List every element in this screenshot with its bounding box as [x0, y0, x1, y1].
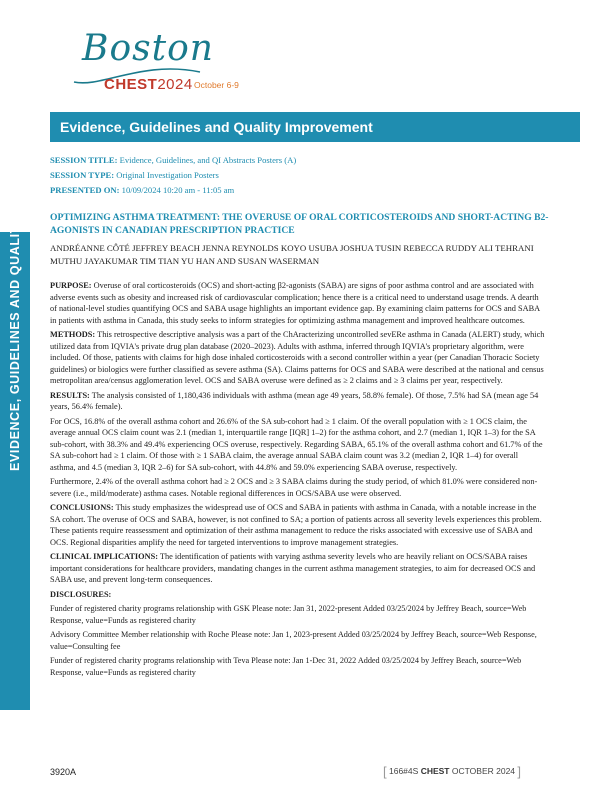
- results-label: RESULTS:: [50, 390, 90, 400]
- session-type-value: Original Investigation Posters: [116, 170, 219, 180]
- journal-volume: 166#4S: [389, 766, 419, 776]
- results-paragraph: [50, 390, 545, 413]
- disclosure-item: Advisory Committee Member relationship with Roche Please note: Jan 1, 2023-present Added 03/25/2024 by Jeffrey Beach, source=Web Response, value=Consulting fee: [50, 630, 537, 651]
- article-title: OPTIMIZING ASTHMA TREATMENT: THE OVERUSE OF ORAL CORTICOSTEROIDS AND SHORT-ACTING Β2-AGONISTS IN CANADIAN PRESCRIPTION PRACTICE: [50, 212, 549, 236]
- methods-paragraph: [50, 329, 545, 387]
- page-id: 3920A: [50, 767, 77, 777]
- journal-name: CHEST: [420, 766, 450, 776]
- implications-label: CLINICAL IMPLICATIONS:: [50, 552, 158, 561]
- presented-label: PRESENTED ON:: [50, 185, 120, 195]
- purpose-text: Overuse of oral corticosteroids (OCS) and short-acting β2-agonists (SABA) are signs of poor asthma control and are associated with adverse events such as obesity and increased risk of cardiovascular complication; hence there is a critical need to understand usage trends. A dearth of national-level studies quantifying OCS and SABA usage highlights an important evidence gap. By examining claim patterns for OCS and SABA in patients with asthma in Canada, this study seeks to inform strategies for optimizing asthma management and improved healthcare outcomes.: [50, 281, 540, 325]
- section-banner: Evidence, Guidelines and Quality Improvement: [50, 112, 580, 142]
- side-label: EVIDENCE, GUIDELINES AND QUALITY IMPROVEMENT: [8, 112, 22, 471]
- results-text-1: The analysis consisted of 1,180,436 individuals with asthma (mean age 49 years, 58.8% female). Of those, 7.5% had SA (mean age 54 years, 56.4% female).: [50, 390, 539, 411]
- session-type-label: SESSION TYPE:: [50, 170, 115, 180]
- conclusions-label: CONCLUSIONS:: [50, 503, 114, 512]
- session-type-line: [50, 168, 570, 183]
- conclusions-text: This study emphasizes the widespread use of OCS and SABA in patients with asthma in Canada, with a notable increase in the SA cohort. The overuse of OCS and SABA, however, is not confined to SA; a portion of patients across all severity levels experiences this problem. These patients require reassessment and optimization of their asthma management to reduce the risks associated with excessive use of SABA and OCS. Regional disparities amplify the need for targeted interventions to improve management strategies.: [50, 503, 542, 547]
- implications-text: The identification of patients with varying asthma severity levels who are heavily reliant on OCS/SABA raises important considerations for healthcare providers, mandating changes in the current asthma management strategies, to aim for decreased OCS and SABA use, and prevent long-term consequences.: [50, 552, 536, 584]
- bracket-left-icon: [: [383, 763, 387, 779]
- presented-line: [50, 183, 570, 198]
- abstract-body: [50, 280, 545, 681]
- disclosure-item: Funder of registered charity programs relationship with GSK Please note: Jan 31, 2022-present Added 03/25/2024 by Jeffrey Beach, source=Web Response, value=Funds as registered charity: [50, 604, 527, 625]
- conclusions-paragraph: [50, 502, 545, 548]
- logo-year: 2024: [157, 76, 193, 93]
- methods-label: METHODS:: [50, 330, 96, 339]
- results-paragraph-2: For OCS, 16.8% of the overall asthma cohort and 26.6% of the SA sub-cohort had ≥ 1 claim. Of the overall population with ≥ 1 OCS claim, the average annual OCS claim count was 2.1 (median 1, interquartile range [IQR] 1–2) for the asthma cohort, and 2.7 (median 1, IQR 1–3) for the SA sub-cohort, with 38.3% and 49.4% experiencing OCS overuse, respectively. Regarding SABA, 65.1% of the overall asthma cohort and 61.7% of the SA sub-cohort had ≥ 1 claim. Of those with ≥ 1 SABA claim, the average annual SABA claim count was 3.2 (median 2, IQR 1–4) for overall asthma, and 4.5 (median 3, IQR 2–6) for SA sub-cohort, with 44.8% and 59.0% experiencing SABA overuse, respectively.: [50, 416, 543, 472]
- logo-chest: [104, 76, 193, 93]
- conference-logo: [70, 28, 270, 98]
- session-title-label: SESSION TITLE:: [50, 155, 118, 165]
- purpose-label: PURPOSE:: [50, 281, 92, 290]
- author-list: ANDRÉANNE CÔTÉ JEFFREY BEACH JENNA REYNOLDS KOYO USUBA JOSHUA TUSIN REBECCA RUDDY ALI TEHRANI MUTHU JAYAKUMAR TIM TIAN YU HAN AND SUSAN WASERMAN: [50, 243, 534, 266]
- disclosure-item: Funder of registered charity programs relationship with Teva Please note: Jan 1-Dec 31, 2022 Added 03/25/2024 by Jeffrey Beach, source=Web Response, value=Funds as registered charity: [50, 656, 522, 677]
- presented-value: 10/09/2024 10:20 am - 11:05 am: [121, 185, 235, 195]
- logo-city: Boston: [82, 28, 214, 69]
- logo-dates: October 6-9: [194, 80, 239, 90]
- disclosures-label: DISCLOSURES:: [50, 589, 112, 599]
- bracket-right-icon: ]: [517, 763, 522, 779]
- session-info: [50, 153, 570, 198]
- journal-date: OCTOBER 2024: [451, 766, 516, 776]
- purpose-paragraph: [50, 280, 545, 326]
- results-paragraph-3: Furthermore, 2.4% of the overall asthma cohort had ≥ 2 OCS and ≥ 3 SABA claims during the study period, of which 81.0% were considered non-severe (i.e., mild/moderate) asthma cases. Notable regional differences in OCS/SABA use were observed.: [50, 477, 538, 498]
- session-title-line: [50, 153, 570, 168]
- session-title-value: Evidence, Guidelines, and QI Abstracts Posters (A): [119, 155, 297, 165]
- logo-chest-word: CHEST: [104, 76, 158, 93]
- implications-paragraph: [50, 551, 545, 586]
- journal-reference: [383, 763, 521, 779]
- methods-text: This retrospective descriptive analysis was a part of the ChAracterizing uncontrolled sevERe asthma in Canada (ALERT) study, which utilized data from IQVIA's private drug plan database (2020–2023). Adults with asthma, inferred through IQVIA's proprietary algorithm, were included. Of those, patients with claims for high dose inhaled corticosteroids with a second controller within a year (per Canadian Thoracic Society guidelines) or biologics were further classified as severe asthma (SA). Claims patterns for OCS and SABA were described at the national and census metropolitan area/census agglomeration level. OCS and SABA overuse were defined as ≥ 2 claims and ≥ 3 claims per year, respectively.: [50, 330, 545, 385]
